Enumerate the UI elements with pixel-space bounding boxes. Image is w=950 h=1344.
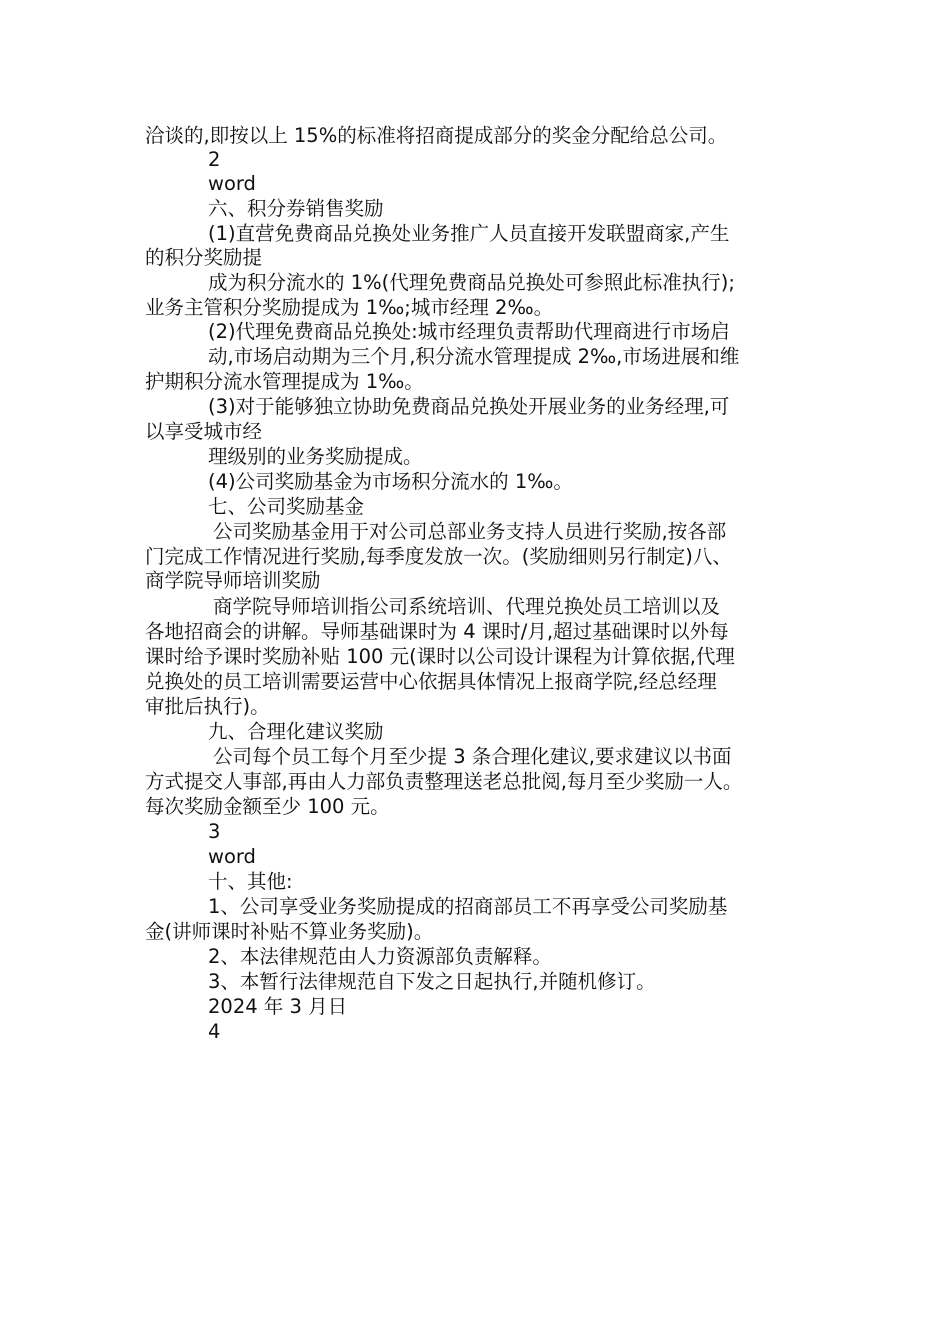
text-line: 成为积分流水的 1%(代理免费商品兑换处可参照此标准执行); bbox=[208, 271, 735, 294]
text-line: 公司每个员工每个月至少提 3 条合理化建议,要求建议以书面 bbox=[213, 745, 732, 768]
text-line: 洽谈的,即按以上 15%的标准将招商提成部分的奖金分配给总公司。 bbox=[145, 124, 728, 147]
page-number: 3 bbox=[208, 820, 221, 843]
page-footer-label: word bbox=[208, 845, 256, 868]
text-line: 理级别的业务奖励提成。 bbox=[208, 445, 423, 468]
page-number: 4 bbox=[208, 1020, 221, 1043]
text-line: (2)代理免费商品兑换处:城市经理负责帮助代理商进行市场启 bbox=[208, 320, 730, 343]
text-line: 1、公司享受业务奖励提成的招商部员工不再享受公司奖励基 bbox=[208, 895, 728, 918]
section-heading: 商学院导师培训奖励 bbox=[145, 569, 321, 592]
page-footer-label: word bbox=[208, 172, 256, 195]
text-line: 方式提交人事部,再由人力部负责整理送老总批阅,每月至少奖励一人。 bbox=[145, 770, 743, 793]
text-line: 业务主管积分奖励提成为 1‰;城市经理 2‰。 bbox=[145, 296, 554, 319]
text-line: 各地招商会的讲解。导师基础课时为 4 课时/月,超过基础课时以外每 bbox=[145, 620, 729, 643]
section-heading: 六、积分券销售奖励 bbox=[208, 197, 384, 220]
section-heading: 七、公司奖励基金 bbox=[208, 495, 365, 518]
text-line: 以享受城市经 bbox=[145, 420, 263, 443]
text-line: 门完成工作情况进行奖励,每季度发放一次。(奖励细则另行制定)八、 bbox=[145, 545, 732, 568]
text-line: 审批后执行)。 bbox=[145, 695, 270, 718]
text-line: (3)对于能够独立协助免费商品兑换处开展业务的业务经理,可 bbox=[208, 395, 730, 418]
text-line: 金(讲师课时补贴不算业务奖励)。 bbox=[145, 920, 434, 943]
text-line: 3、本暂行法律规范自下发之日起执行,并随机修订。 bbox=[208, 970, 656, 993]
text-line: 商学院导师培训指公司系统培训、代理兑换处员工培训以及 bbox=[213, 595, 721, 618]
text-line: 动,市场启动期为三个月,积分流水管理提成 2‰,市场进展和维 bbox=[208, 345, 740, 368]
date-line: 2024 年 3 月日 bbox=[208, 995, 348, 1018]
text-line: 的积分奖励提 bbox=[145, 246, 263, 269]
section-heading: 九、合理化建议奖励 bbox=[208, 720, 384, 743]
text-line: 护期积分流水管理提成为 1‰。 bbox=[145, 370, 424, 393]
text-line: (4)公司奖励基金为市场积分流水的 1‰。 bbox=[208, 470, 573, 493]
section-heading: 十、其他: bbox=[208, 870, 293, 893]
text-line: (1)直营免费商品兑换处业务推广人员直接开发联盟商家,产生 bbox=[208, 222, 730, 245]
page-number: 2 bbox=[208, 148, 221, 171]
text-line: 每次奖励金额至少 100 元。 bbox=[145, 795, 390, 818]
text-line: 兑换处的员工培训需要运营中心依据具体情况上报商学院,经总经理 bbox=[145, 670, 717, 693]
text-line: 课时给予课时奖励补贴 100 元(课时以公司设计课程为计算依据,代理 bbox=[145, 645, 735, 668]
text-line: 2、本法律规范由人力资源部负责解释。 bbox=[208, 945, 552, 968]
text-line: 公司奖励基金用于对公司总部业务支持人员进行奖励,按各部 bbox=[213, 520, 727, 543]
